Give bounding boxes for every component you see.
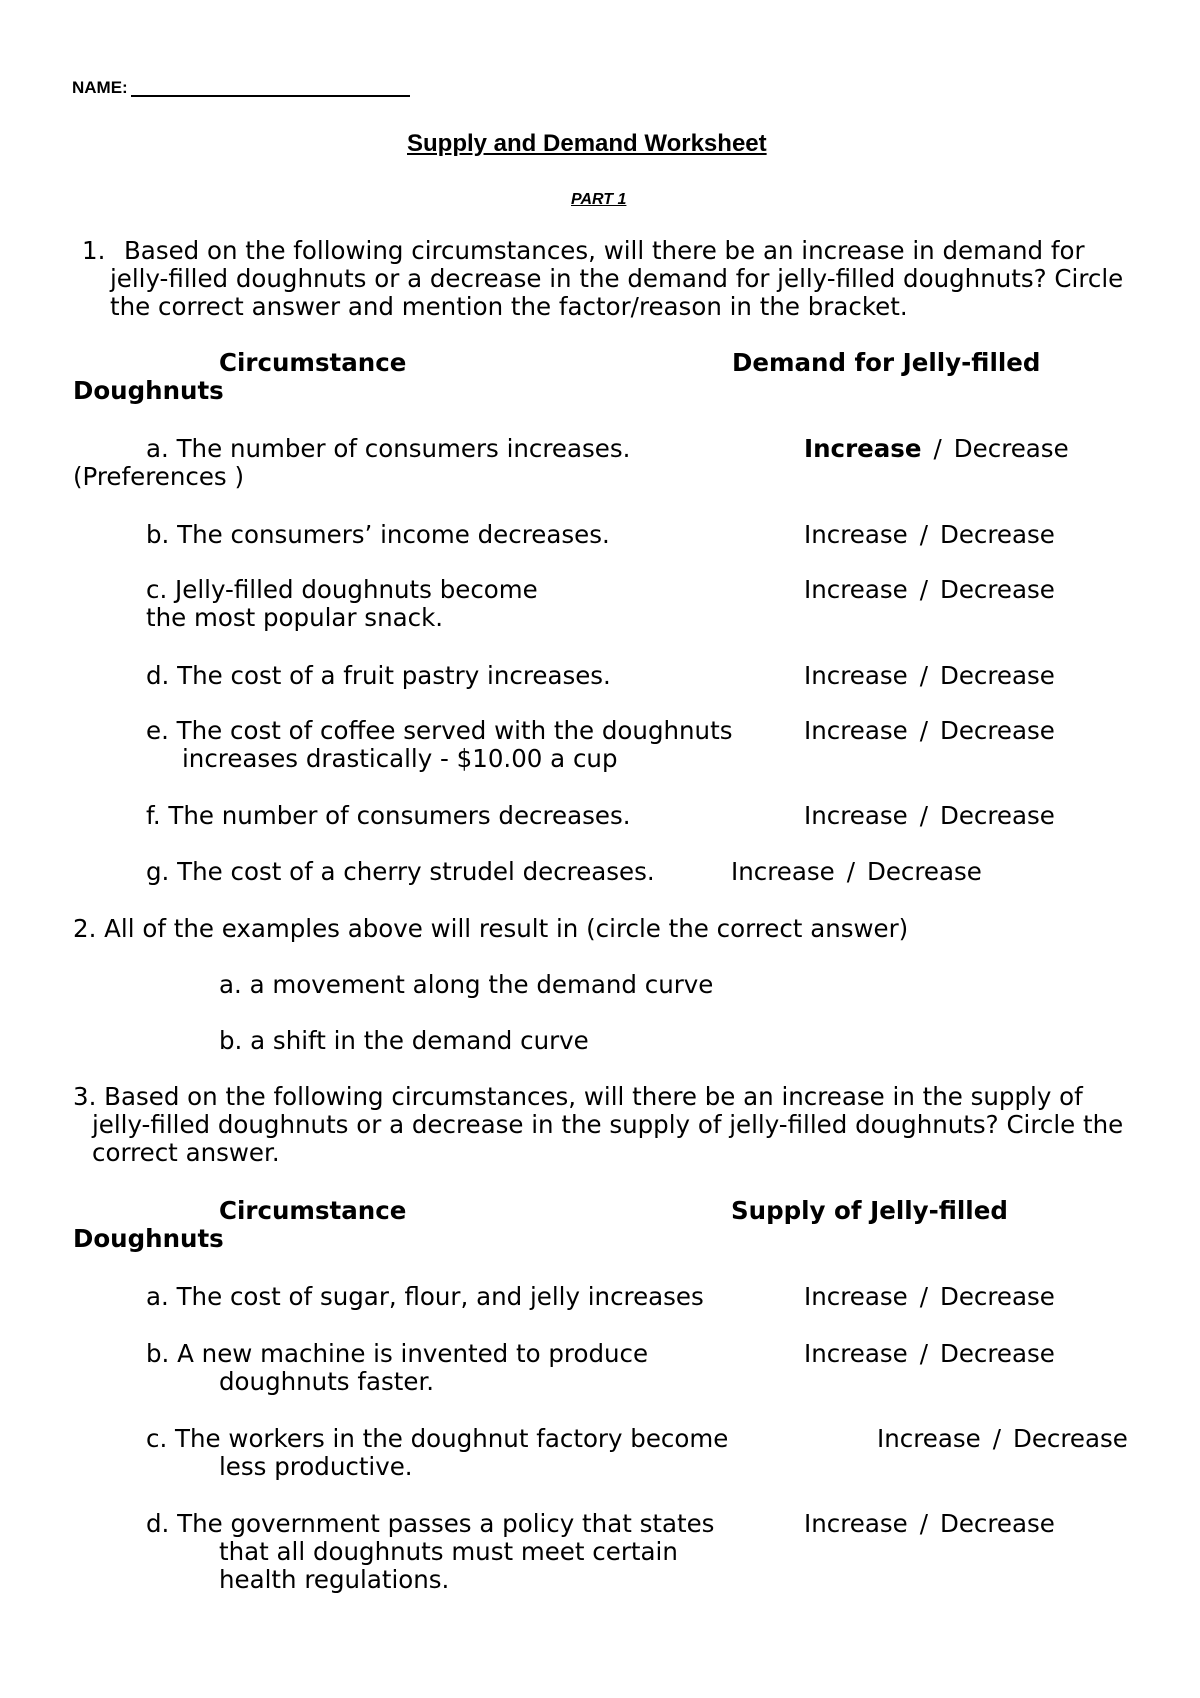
q1-item-c-increase[interactable]: Increase xyxy=(804,575,908,604)
choice-separator: / xyxy=(933,434,942,463)
q1-item-f-decrease[interactable]: Decrease xyxy=(939,801,1055,830)
q3-item-c-decrease[interactable]: Decrease xyxy=(1012,1424,1128,1453)
q3-item-d-choice xyxy=(804,1510,1055,1538)
q1-item-e-text2: increases drastically - $10.00 a cup xyxy=(182,744,618,773)
q1-number: 1. xyxy=(82,236,106,265)
q1-text-line3: the correct answer and mention the factor/reason in the bracket. xyxy=(110,292,908,321)
q3-item-a-increase[interactable]: Increase xyxy=(804,1282,908,1311)
q3-item-b-decrease[interactable]: Decrease xyxy=(939,1339,1055,1368)
q1-item-e-decrease[interactable]: Decrease xyxy=(939,716,1055,745)
q1-item-d-choice xyxy=(804,662,1055,690)
q3-item-d-text2: that all doughnuts must meet certain xyxy=(219,1537,678,1566)
q1-item-b-increase[interactable]: Increase xyxy=(804,520,908,549)
q1-item-d-text: d. The cost of a fruit pastry increases. xyxy=(146,661,611,690)
q3-item-a-choice xyxy=(804,1283,1055,1311)
q3-item-d-text: d. The government passes a policy that states xyxy=(146,1509,715,1538)
q1-item-c-decrease[interactable]: Decrease xyxy=(939,575,1055,604)
q1-item-g-decrease[interactable]: Decrease xyxy=(866,857,982,886)
q3-item-d-increase[interactable]: Increase xyxy=(804,1509,908,1538)
q1-text-line2: jelly-filled doughnuts or a decrease in the demand for jelly-filled doughnuts? Circle xyxy=(110,264,1124,293)
q1-item-a-text: a. The number of consumers increases. xyxy=(146,434,631,463)
q1-item-e-text: e. The cost of coffee served with the doughnuts xyxy=(146,716,733,745)
choice-separator: / xyxy=(919,716,928,745)
choice-separator: / xyxy=(919,801,928,830)
q3-item-b-choice xyxy=(804,1340,1055,1368)
q1-item-a-choice xyxy=(804,435,1069,463)
q1-col-circumstance: Circumstance xyxy=(219,348,407,377)
q1-item-f-choice xyxy=(804,802,1055,830)
q1-item-b-text: b. The consumers’ income decreases. xyxy=(146,520,610,549)
q1-text-line1: Based on the following circumstances, will there be an increase in demand for xyxy=(124,236,1085,265)
q1-item-f-text: f. The number of consumers decreases. xyxy=(146,801,631,830)
q1-item-g-text: g. The cost of a cherry strudel decreases. xyxy=(146,857,655,886)
q3-col-supply: Supply of Jelly-filled xyxy=(731,1196,1008,1225)
q3-item-d-decrease[interactable]: Decrease xyxy=(939,1509,1055,1538)
q1-item-g-increase[interactable]: Increase xyxy=(731,857,835,886)
q1-item-g-choice xyxy=(731,858,982,886)
choice-separator: / xyxy=(846,857,855,886)
q3-item-c-text: c. The workers in the doughnut factory become xyxy=(146,1424,729,1453)
q1-item-c-text: c. Jelly-filled doughnuts become xyxy=(146,575,538,604)
choice-separator: / xyxy=(919,1282,928,1311)
q3-item-a-text: a. The cost of sugar, flour, and jelly increases xyxy=(146,1282,704,1311)
q3-item-c-text2: less productive. xyxy=(219,1452,413,1481)
q3-text-line3: correct answer. xyxy=(92,1138,280,1167)
choice-separator: / xyxy=(919,661,928,690)
q1-item-f-increase[interactable]: Increase xyxy=(804,801,908,830)
q3-text-line1: 3. Based on the following circumstances, will there be an increase in the supply of xyxy=(73,1082,1083,1111)
name-blank-line[interactable] xyxy=(131,95,410,97)
q1-item-c-text2: the most popular snack. xyxy=(146,603,444,632)
q1-col-demand: Demand for Jelly-filled xyxy=(732,348,1041,377)
q1-item-a-reason: (Preferences ) xyxy=(73,462,244,491)
q3-item-b-increase[interactable]: Increase xyxy=(804,1339,908,1368)
q3-item-c-choice xyxy=(877,1425,1128,1453)
q1-col-demand-cont: Doughnuts xyxy=(73,376,224,405)
q3-item-b-text2: doughnuts faster. xyxy=(219,1367,435,1396)
q3-item-b-text: b. A new machine is invented to produce xyxy=(146,1339,649,1368)
q1-item-b-decrease[interactable]: Decrease xyxy=(939,520,1055,549)
q1-item-e-choice xyxy=(804,717,1055,745)
choice-separator: / xyxy=(919,520,928,549)
q3-item-d-text3: health regulations. xyxy=(219,1565,450,1594)
q2-option-b[interactable]: b. a shift in the demand curve xyxy=(219,1026,589,1055)
part-label: PART 1 xyxy=(571,191,627,208)
choice-separator: / xyxy=(919,1339,928,1368)
name-label: NAME: xyxy=(72,78,128,97)
choice-separator: / xyxy=(919,575,928,604)
choice-separator: / xyxy=(919,1509,928,1538)
q1-item-d-decrease[interactable]: Decrease xyxy=(939,661,1055,690)
q1-item-a-increase[interactable]: Increase xyxy=(804,434,922,463)
q3-text-line2: jelly-filled doughnuts or a decrease in the supply of jelly-filled doughnuts? Circle the xyxy=(92,1110,1124,1139)
q1-item-b-choice xyxy=(804,521,1055,549)
choice-separator: / xyxy=(992,1424,1001,1453)
q1-item-d-increase[interactable]: Increase xyxy=(804,661,908,690)
q1-item-c-choice xyxy=(804,576,1055,604)
q3-item-a-decrease[interactable]: Decrease xyxy=(939,1282,1055,1311)
q3-col-circumstance: Circumstance xyxy=(219,1196,407,1225)
q3-col-supply-cont: Doughnuts xyxy=(73,1224,224,1253)
page-title: Supply and Demand Worksheet xyxy=(407,130,767,157)
q3-item-c-increase[interactable]: Increase xyxy=(877,1424,981,1453)
q2-option-a[interactable]: a. a movement along the demand curve xyxy=(219,970,714,999)
q1-item-a-decrease[interactable]: Decrease xyxy=(953,434,1069,463)
q1-item-e-increase[interactable]: Increase xyxy=(804,716,908,745)
q2-text: 2. All of the examples above will result in (circle the correct answer) xyxy=(73,914,909,943)
